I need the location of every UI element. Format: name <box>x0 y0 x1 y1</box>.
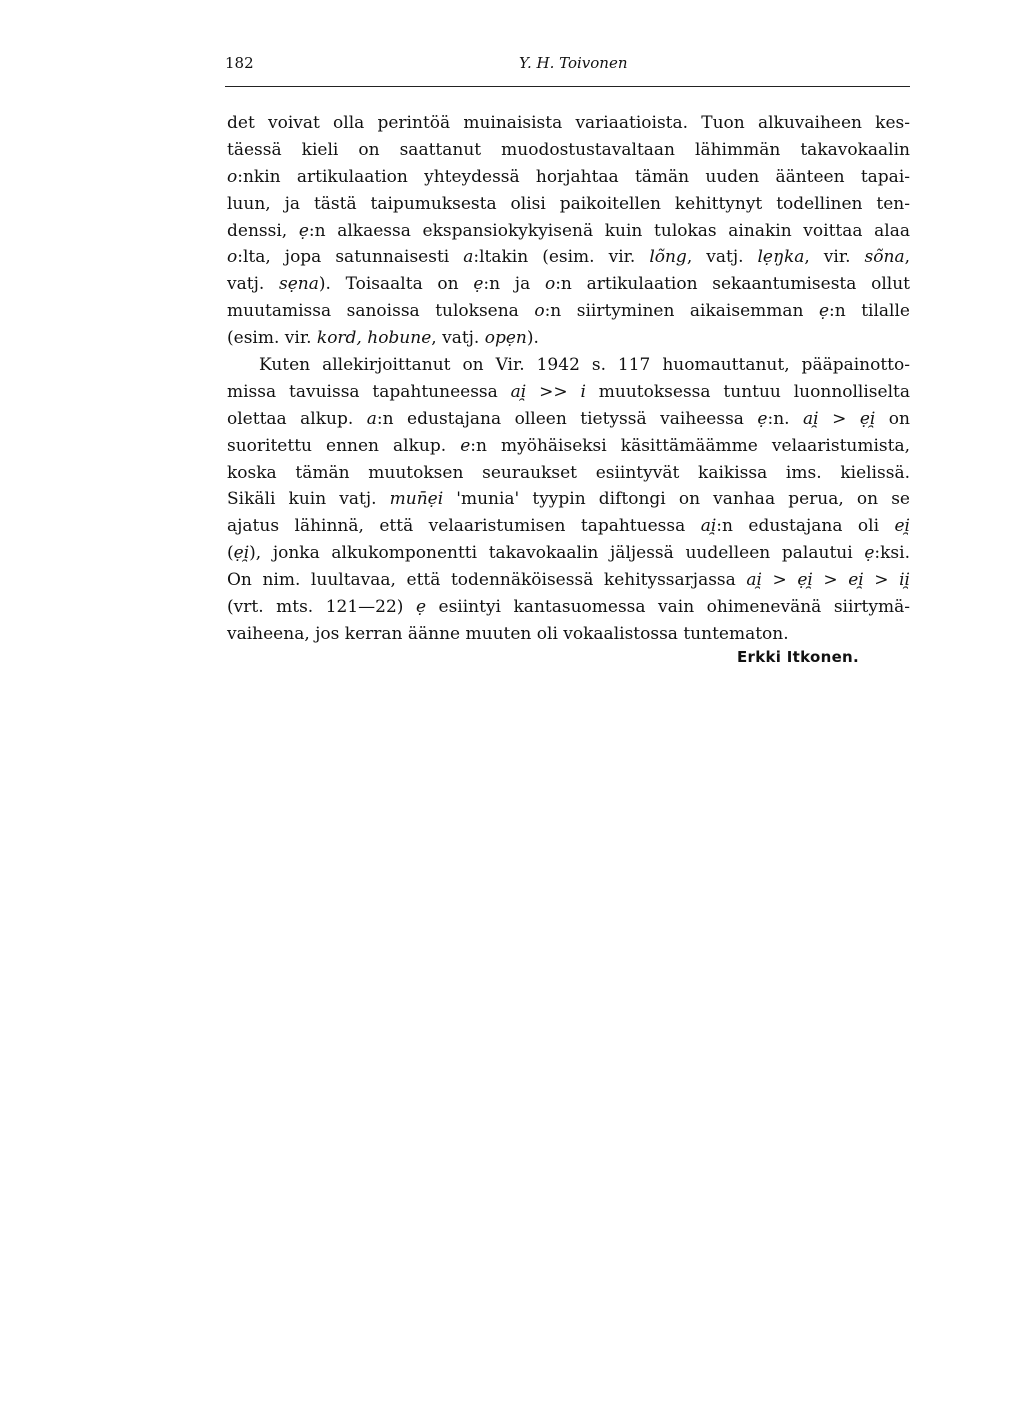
header-rule <box>225 86 910 87</box>
text-line: suoritettu ennen alkup. e:n myöhäiseksi käsittämäämme velaaristumista, <box>227 435 910 456</box>
text-line: vatj. sẹna). Toisaalta on ẹ:n ja o:n artikulaation sekaantumisesta ollut <box>227 274 911 295</box>
text-line: (vrt. mts. 121—22) ẹ esiintyi kantasuomessa vain ohimenevänä siirtymä- <box>227 597 910 618</box>
text-line: olettaa alkup. a:n edustajana olleen tietyssä vaiheessa ẹ:n. ai̯ > ẹi̯ on <box>227 408 910 429</box>
text-line: On nim. luultavaa, että todennäköisessä kehityssarjassa ai̯ > ẹi̯ > ei̯ > ii̯ <box>227 570 910 591</box>
text-line: muutamissa sanoissa tuloksena o:n siirtyminen aikaisemman ẹ:n tilalle <box>227 301 910 322</box>
paragraph-1 <box>227 110 910 352</box>
page-number: 182 <box>225 54 254 72</box>
text-line: o:nkin artikulaation yhteydessä horjahtaa tämän uuden äänteen tapai- <box>227 166 910 187</box>
text-line: denssi, ẹ:n alkaessa ekspansiokykyisenä kuin tulokas ainakin voittaa alaa <box>227 220 910 241</box>
page-header <box>225 52 910 74</box>
paragraph-2 <box>227 352 910 648</box>
text-line: täessä kieli on saattanut muodostustavaltaan lähimmän takavokaalin <box>227 139 910 160</box>
text-line: (ẹi̯), jonka alkukomponentti takavokaalin jäljessä uudelleen palautui ẹ:ksi. <box>227 543 910 564</box>
text-line: vaiheena, jos kerran äänne muuten oli vokaalistossa tuntematon. <box>227 623 789 644</box>
text-line: det voivat olla perintöä muinaisista variaatioista. Tuon alkuvaiheen kes- <box>227 113 910 133</box>
text-line: Sikäli kuin vatj. mun̄ẹi 'munia' tyypin diftongi on vanhaa perua, on se <box>227 489 910 510</box>
text-line: o:lta, jopa satunnaisesti a:ltakin (esim. vir. lõng, vatj. lẹŋka, vir. sõna, <box>227 247 910 268</box>
text-line: luun, ja tästä taipumuksesta olisi paikoitellen kehittynyt todellinen ten- <box>227 193 910 214</box>
text-line: koska tämän muutoksen seuraukset esiintyvät kaikissa ims. kielissä. <box>227 462 910 483</box>
author-signature: Erkki Itkonen. <box>737 648 860 666</box>
running-head: Y. H. Toivonen <box>519 54 628 72</box>
text-line: Kuten allekirjoittanut on Vir. 1942 s. 117 huomauttanut, pääpainotto- <box>259 355 910 376</box>
text-line: missa tavuissa tapahtuneessa ai̯ >> i muutoksessa tuntuu luonnolliselta <box>227 381 910 402</box>
text-line: ajatus lähinnä, että velaaristumisen tapahtuessa ai̯:n edustajana oli ei̯ <box>227 516 910 537</box>
body-text <box>227 110 910 648</box>
text-line: (esim. vir. kord, hobune, vatj. opẹn). <box>227 328 539 349</box>
